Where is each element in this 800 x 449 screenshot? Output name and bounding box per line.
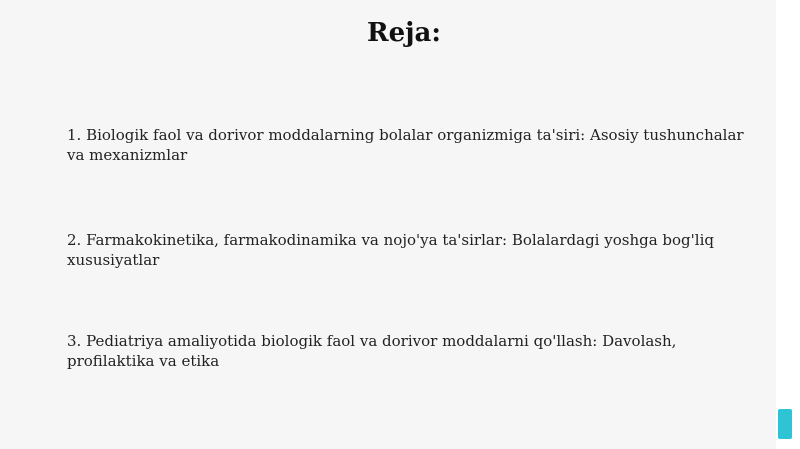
plan-item-1: 1. Biologik faol va dorivor moddalarning bolalar organizmiga ta'siri: Asosiy tushunchalar va mexanizmlar — [67, 126, 744, 164]
slide-title: Reja: — [366, 18, 441, 48]
scrollbar-track[interactable] — [776, 0, 800, 449]
plan-item-3: 3. Pediatriya amaliyotida biologik faol va dorivor moddalarni qo'llash: Davolash, profilaktika va etika — [67, 332, 677, 370]
plan-item-2: 2. Farmakokinetika, farmakodinamika va nojo'ya ta'sirlar: Bolalardagi yoshga bog'liq xususiyatlar — [67, 231, 714, 269]
scrollbar-thumb[interactable] — [778, 409, 792, 439]
